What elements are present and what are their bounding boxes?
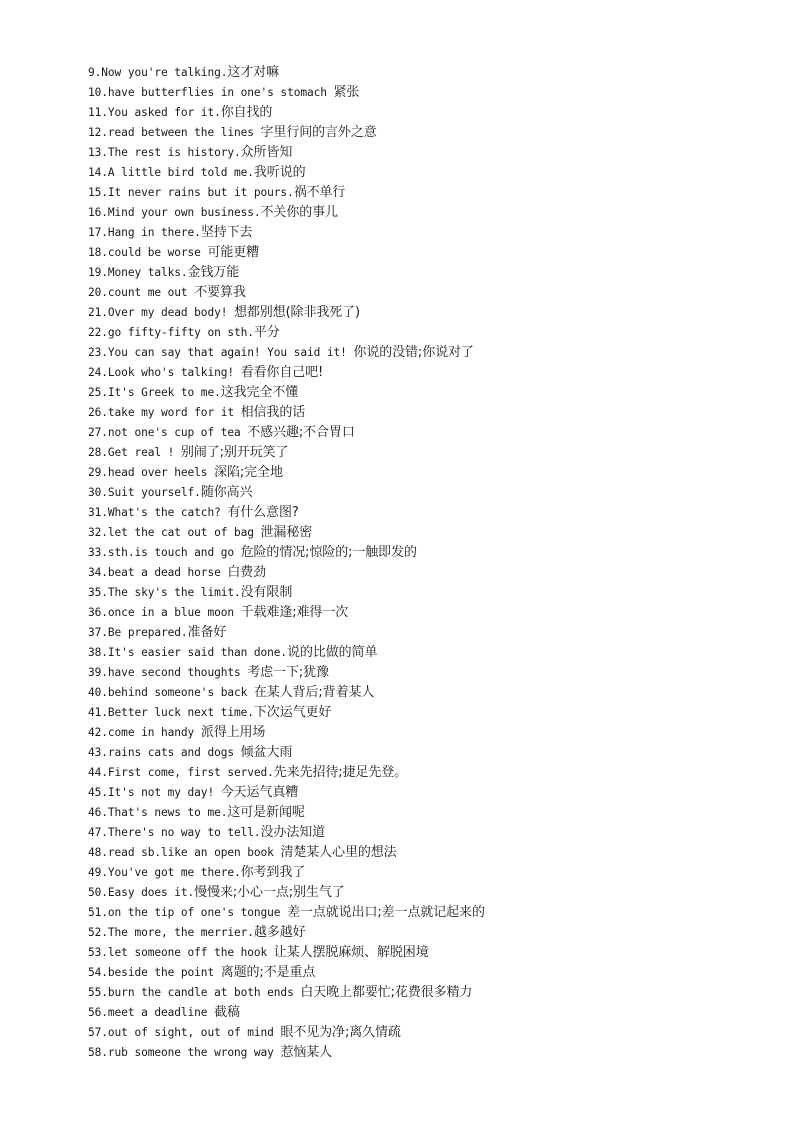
phrase-chinese: 紧张 — [333, 85, 360, 100]
phrase-item — [88, 242, 768, 262]
phrase-chinese: 泄漏秘密 — [260, 525, 313, 540]
phrase-chinese: 不要算我 — [194, 285, 246, 300]
phrase-item — [88, 102, 768, 122]
phrase-chinese: 坚持下去 — [200, 225, 253, 240]
phrase-english: 33.sth.is touch and go — [88, 546, 241, 559]
phrase-english: 58.rub someone the wrong way — [88, 1046, 281, 1059]
phrase-item — [88, 162, 768, 182]
phrase-english: 37.Be prepared. — [88, 626, 188, 639]
phrase-item — [88, 762, 768, 782]
phrase-chinese: 你考到我了 — [240, 865, 306, 880]
phrase-english: 48.read sb.like an open book — [88, 846, 281, 859]
phrase-chinese: 不关你的事儿 — [260, 205, 338, 220]
phrase-chinese: 在某人背后;背着某人 — [253, 685, 375, 700]
phrase-chinese: 考虑一下;犹豫 — [247, 665, 329, 680]
phrase-item — [88, 442, 768, 462]
phrase-english: 31.What's the catch? — [88, 506, 228, 519]
phrase-english: 25.It's Greek to me. — [88, 386, 221, 399]
phrase-item — [88, 942, 768, 962]
phrase-item — [88, 982, 768, 1002]
phrase-item — [88, 642, 768, 662]
phrase-english: 9.Now you're talking. — [88, 66, 228, 79]
phrase-chinese: 深陷;完全地 — [214, 465, 283, 480]
phrase-chinese: 祸不单行 — [293, 185, 346, 200]
phrase-english: 35.The sky's the limit. — [88, 586, 241, 599]
phrase-chinese: 倾盆大雨 — [240, 745, 293, 760]
phrase-item — [88, 842, 768, 862]
phrase-list — [88, 62, 768, 1062]
phrase-chinese: 这我完全不懂 — [220, 385, 299, 400]
phrase-chinese: 白天晚上都要忙;花费很多精力 — [300, 985, 473, 1000]
phrase-chinese: 眼不见为净;离久情疏 — [280, 1025, 401, 1040]
phrase-item — [88, 302, 768, 322]
phrase-item — [88, 702, 768, 722]
phrase-item — [88, 722, 768, 742]
phrase-english: 47.There's no way to tell. — [88, 826, 261, 839]
phrase-chinese: 今天运气真糟 — [220, 785, 299, 800]
phrase-item — [88, 1042, 768, 1062]
phrase-item — [88, 422, 768, 442]
phrase-item — [88, 262, 768, 282]
phrase-english: 34.beat a dead horse — [88, 566, 228, 579]
phrase-english: 18.could be worse — [88, 246, 208, 259]
phrase-item — [88, 342, 768, 362]
phrase-chinese: 你自找的 — [220, 105, 273, 120]
phrase-english: 29.head over heels — [88, 466, 215, 479]
phrase-item — [88, 822, 768, 842]
phrase-english: 45.It's not my day! — [88, 786, 221, 799]
phrase-chinese: 千载难逢;难得一次 — [240, 605, 349, 620]
phrase-chinese: 看看你自己吧! — [240, 365, 324, 380]
phrase-item — [88, 182, 768, 202]
phrase-item — [88, 222, 768, 242]
phrase-english: 43.rains cats and dogs — [88, 746, 241, 759]
phrase-item — [88, 382, 768, 402]
phrase-item — [88, 662, 768, 682]
phrase-english: 49.You've got me there. — [88, 866, 241, 879]
phrase-chinese: 下次运气更好 — [253, 705, 332, 720]
phrase-english: 56.meet a deadline — [88, 1006, 215, 1019]
phrase-item — [88, 122, 768, 142]
phrase-item — [88, 482, 768, 502]
phrase-chinese: 这才对嘛 — [227, 65, 279, 80]
phrase-english: 54.beside the point — [88, 966, 221, 979]
phrase-english: 52.The more, the merrier. — [88, 926, 254, 939]
phrase-item — [88, 602, 768, 622]
phrase-chinese: 派得上用场 — [200, 725, 266, 740]
phrase-chinese: 相信我的话 — [240, 405, 306, 420]
phrase-chinese: 随你高兴 — [200, 485, 253, 500]
phrase-english: 23.You can say that again! You said it! — [88, 346, 354, 359]
phrase-item — [88, 502, 768, 522]
phrase-item — [88, 862, 768, 882]
phrase-english: 16.Mind your own business. — [88, 206, 261, 219]
phrase-item — [88, 202, 768, 222]
phrase-chinese: 有什么意图? — [227, 505, 299, 520]
phrase-english: 28.Get real ! — [88, 446, 181, 459]
phrase-item — [88, 542, 768, 562]
phrase-chinese: 白费劲 — [227, 565, 267, 580]
phrase-item — [88, 1022, 768, 1042]
phrase-english: 26.take my word for it — [88, 406, 241, 419]
phrase-english: 22.go fifty-fifty on sth. — [88, 326, 254, 339]
phrase-english: 50.Easy does it. — [88, 886, 195, 899]
phrase-english: 14.A little bird told me. — [88, 166, 254, 179]
phrase-english: 20.count me out — [88, 286, 195, 299]
phrase-item — [88, 62, 768, 82]
phrase-item — [88, 462, 768, 482]
phrase-item — [88, 962, 768, 982]
phrase-item — [88, 82, 768, 102]
phrase-english: 38.It's easier said than done. — [88, 646, 288, 659]
phrase-item — [88, 282, 768, 302]
phrase-english: 57.out of sight, out of mind — [88, 1026, 281, 1039]
phrase-item — [88, 142, 768, 162]
phrase-item — [88, 782, 768, 802]
phrase-english: 21.Over my dead body! — [88, 306, 234, 319]
phrase-english: 32.let the cat out of bag — [88, 526, 261, 539]
phrase-item — [88, 622, 768, 642]
phrase-english: 42.come in handy — [88, 726, 201, 739]
phrase-item — [88, 682, 768, 702]
phrase-item — [88, 1002, 768, 1022]
phrase-english: 39.have second thoughts — [88, 666, 248, 679]
phrase-english: 13.The rest is history. — [88, 146, 241, 159]
phrase-item — [88, 402, 768, 422]
phrase-chinese: 让某人摆脱麻烦、解脱困境 — [273, 945, 429, 960]
phrase-chinese: 惹恼某人 — [280, 1045, 333, 1060]
phrase-item — [88, 902, 768, 922]
phrase-english: 41.Better luck next time. — [88, 706, 254, 719]
phrase-english: 30.Suit yourself. — [88, 486, 201, 499]
phrase-item — [88, 582, 768, 602]
phrase-item — [88, 882, 768, 902]
phrase-english: 19.Money talks. — [88, 266, 188, 279]
phrase-item — [88, 522, 768, 542]
phrase-chinese: 你说的没错;你说对了 — [353, 345, 474, 360]
phrase-chinese: 众所皆知 — [240, 145, 293, 160]
phrase-english: 15.It never rains but it pours. — [88, 186, 294, 199]
phrase-english: 17.Hang in there. — [88, 226, 201, 239]
phrase-english: 51.on the tip of one's tongue — [88, 906, 288, 919]
phrase-chinese: 慢慢来;小心一点;别生气了 — [194, 885, 345, 900]
phrase-chinese: 我听说的 — [253, 165, 306, 180]
phrase-item — [88, 922, 768, 942]
phrase-english: 40.behind someone's back — [88, 686, 254, 699]
phrase-chinese: 越多越好 — [253, 925, 306, 940]
phrase-item — [88, 562, 768, 582]
phrase-english: 11.You asked for it. — [88, 106, 221, 119]
phrase-chinese: 离题的;不是重点 — [220, 965, 316, 980]
phrase-english: 36.once in a blue moon — [88, 606, 241, 619]
phrase-chinese: 没有限制 — [240, 585, 293, 600]
phrase-item — [88, 362, 768, 382]
phrase-chinese: 截稿 — [214, 1005, 240, 1020]
phrase-english: 44.First come, first served. — [88, 766, 274, 779]
phrase-item — [88, 802, 768, 822]
phrase-chinese: 可能更糟 — [207, 245, 260, 260]
phrase-chinese: 清楚某人心里的想法 — [280, 845, 397, 860]
phrase-english: 27.not one's cup of tea — [88, 426, 248, 439]
phrase-chinese: 别闹了;别开玩笑了 — [180, 445, 289, 460]
phrase-english: 24.Look who's talking! — [88, 366, 241, 379]
phrase-chinese: 平分 — [253, 325, 280, 340]
phrase-english: 46.That's news to me. — [88, 806, 228, 819]
phrase-chinese: 不感兴趣;不合胃口 — [247, 425, 355, 440]
phrase-chinese: 先来先招待;捷足先登。 — [273, 765, 408, 780]
phrase-chinese: 差一点就说出口;差一点就记起来的 — [287, 905, 485, 920]
phrase-chinese: 危险的情况;惊险的;一触即发的 — [240, 545, 417, 560]
phrase-item — [88, 322, 768, 342]
phrase-item — [88, 742, 768, 762]
phrase-chinese: 想都别想(除非我死了) — [233, 305, 361, 320]
phrase-chinese: 没办法知道 — [260, 825, 326, 840]
phrase-chinese: 准备好 — [187, 625, 227, 640]
phrase-chinese: 这可是新闻呢 — [227, 805, 305, 820]
phrase-chinese: 说的比做的简单 — [287, 645, 378, 660]
phrase-english: 53.let someone off the hook — [88, 946, 274, 959]
phrase-english: 10.have butterflies in one's stomach — [88, 86, 334, 99]
phrase-english: 12.read between the lines — [88, 126, 261, 139]
phrase-english: 55.burn the candle at both ends — [88, 986, 301, 999]
phrase-chinese: 金钱万能 — [187, 265, 240, 280]
phrase-chinese: 字里行间的言外之意 — [260, 125, 377, 140]
